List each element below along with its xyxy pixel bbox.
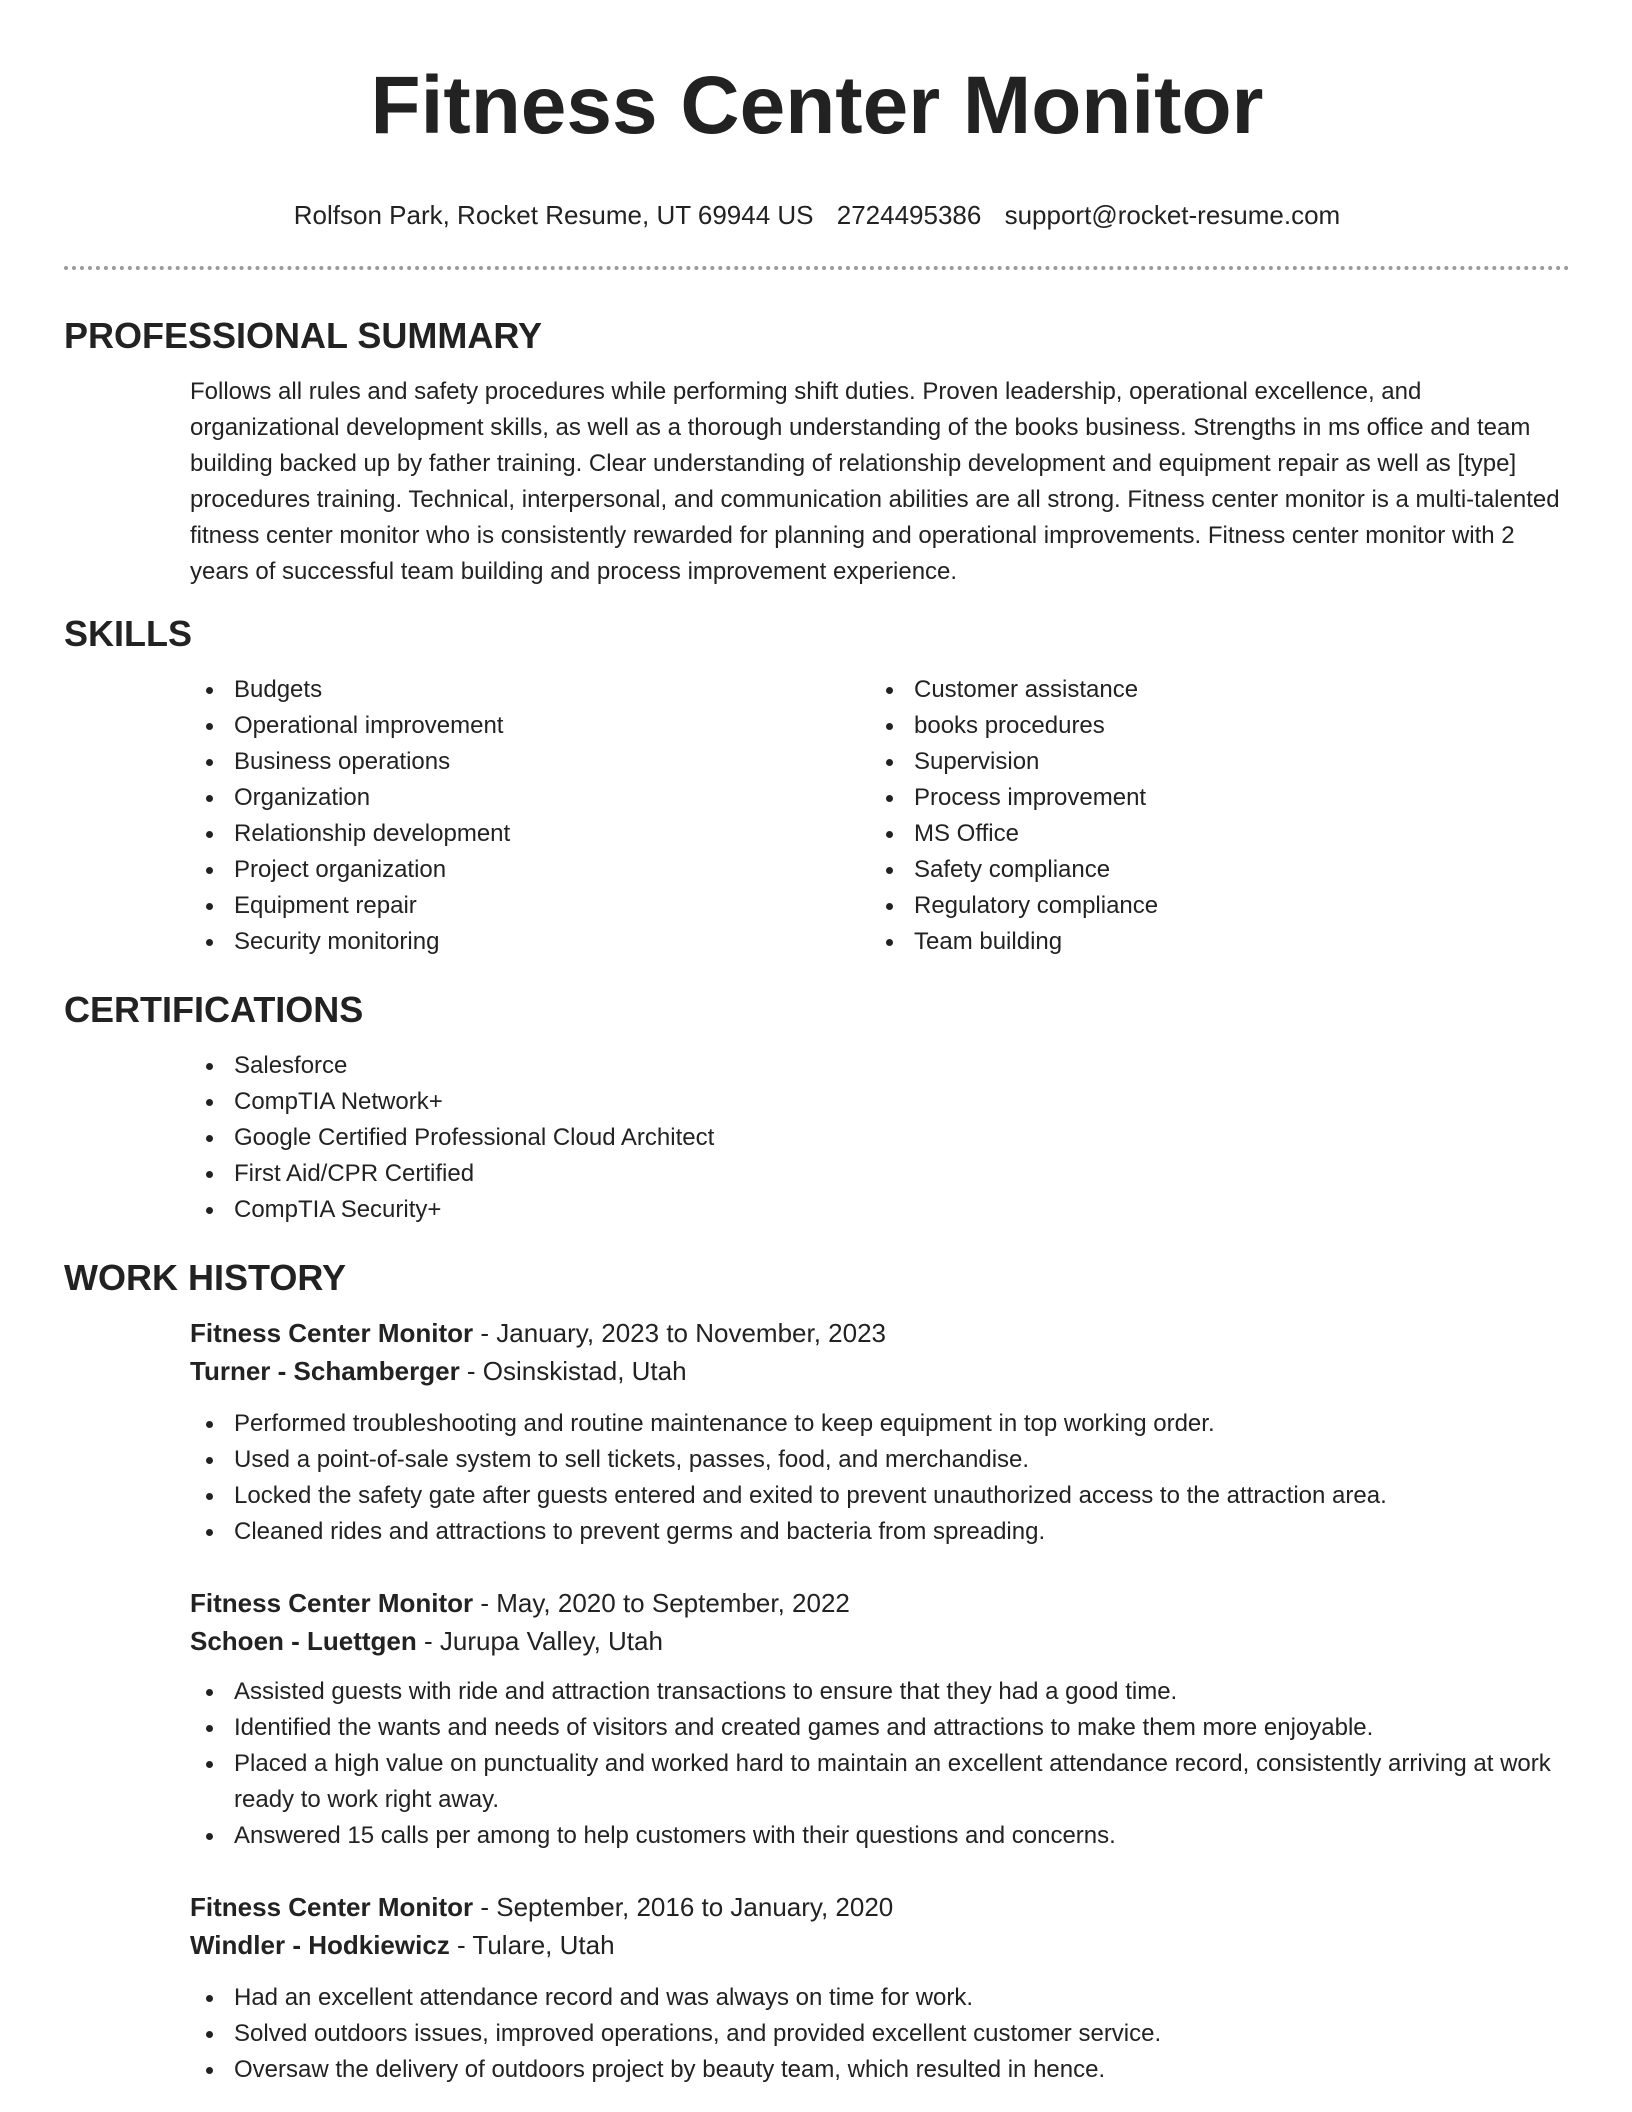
job-duty-item: Placed a high value on punctuality and worked hard to maintain an excellent attendance record, consistently arriving at work ready to work right away. [190,1746,1570,1818]
summary-text: Follows all rules and safety procedures while performing shift duties. Proven leadership, operational excellence, and organizational development skills, as well as a thorough understanding of the books business. Strengths in ms office and team building backed up by father training. Clear understanding of relationship development and equipment repair as well as [type] procedures training. Technical, interpersonal, and communication abilities are all strong. Fitness center monitor is a multi-talented fitness center monitor who is consistently rewarded for planning and operational improvements. Fitness center monitor with 2 years of successful team building and process improvement experience. [190,378,1560,585]
job-duty-item: Had an excellent attendance record and was always on time for work. [190,1980,1570,2016]
job-dates: - May, 2020 to September, 2022 [473,1588,850,1618]
work-history-heading: WORK HISTORY [64,1257,347,1298]
job-company-line [190,1352,1570,1390]
skill-item: Process improvement [870,780,1550,816]
job-duty-item: Identified the wants and needs of visitors and created games and attractions to make them more enjoyable. [190,1710,1570,1746]
certification-item: CompTIA Security+ [190,1192,1570,1228]
job-entry [190,1314,1570,1550]
certification-item: Salesforce [190,1048,1570,1084]
skill-item: Operational improvement [190,708,870,744]
job-duty-item: Performed troubleshooting and routine maintenance to keep equipment in top working order. [190,1406,1570,1442]
skill-item: Relationship development [190,816,870,852]
job-company: Schoen - Luettgen [190,1626,417,1656]
skill-item: Customer assistance [870,672,1550,708]
skill-item: Regulatory compliance [870,888,1550,924]
job-title-line [190,1314,1570,1352]
skill-item: books procedures [870,708,1550,744]
certification-item: CompTIA Network+ [190,1084,1570,1120]
skill-item: Supervision [870,744,1550,780]
job-location: - Tulare, Utah [449,1930,615,1960]
contact-email: support@rocket-resume.com [1004,200,1341,230]
job-role: Fitness Center Monitor [190,1588,474,1618]
contact-line [64,198,1570,232]
certifications-list [190,1048,1570,1228]
job-location: - Jurupa Valley, Utah [416,1626,663,1656]
skills-heading: SKILLS [64,613,193,654]
job-company-line [190,1926,1570,1964]
job-duties [190,1406,1570,1550]
job-dates: - January, 2023 to November, 2023 [473,1318,887,1348]
job-duty-item: Used a point-of-sale system to sell tickets, passes, food, and merchandise. [190,1442,1570,1478]
resume-name: Fitness Center Monitor [370,60,1264,151]
job-company: Windler - Hodkiewicz [190,1930,450,1960]
certification-item: First Aid/CPR Certified [190,1156,1570,1192]
job-duty-item: Cleaned rides and attractions to prevent germs and bacteria from spreading. [190,1514,1570,1550]
job-company: Turner - Schamberger [190,1356,460,1386]
skill-item: Business operations [190,744,870,780]
job-dates: - September, 2016 to January, 2020 [473,1892,894,1922]
job-duty-item: Answered 15 calls per among to help customers with their questions and concerns. [190,1818,1570,1854]
skill-item: Project organization [190,852,870,888]
job-duties [190,1980,1570,2088]
summary-section [64,374,1570,590]
job-duty-item: Solved outdoors issues, improved operations, and provided excellent customer service. [190,2016,1570,2052]
job-role: Fitness Center Monitor [190,1318,474,1348]
header-divider [64,266,1570,270]
job-duty-item: Assisted guests with ride and attraction transactions to ensure that they had a good time. [190,1674,1570,1710]
job-location: - Osinskistad, Utah [459,1356,687,1386]
job-duty-item: Oversaw the delivery of outdoors project by beauty team, which resulted in hence. [190,2052,1570,2088]
skill-item: Organization [190,780,870,816]
job-duty-item: Locked the safety gate after guests entered and exited to prevent unauthorized access to the attraction area. [190,1478,1570,1514]
job-company-line [190,1622,1570,1660]
job-entry [190,1584,1570,1854]
skill-item: Budgets [190,672,870,708]
certifications-section [64,1048,1570,1228]
skill-item: Team building [870,924,1550,960]
skill-item: Safety compliance [870,852,1550,888]
skill-item: MS Office [870,816,1550,852]
job-role: Fitness Center Monitor [190,1892,474,1922]
skill-item: Equipment repair [190,888,870,924]
skills-section [64,672,1570,960]
work-history-section [64,1314,1570,2088]
summary-heading: PROFESSIONAL SUMMARY [64,315,543,356]
skill-item: Security monitoring [190,924,870,960]
skills-list-left [190,672,870,960]
contact-address: Rolfson Park, Rocket Resume, UT 69944 US [293,200,814,230]
skills-list-right [870,672,1550,960]
certifications-heading: CERTIFICATIONS [64,989,364,1030]
resume-page [64,0,1570,2088]
certification-item: Google Certified Professional Cloud Architect [190,1120,1570,1156]
job-duties [190,1674,1570,1854]
job-entry [190,1888,1570,2088]
job-title-line [190,1888,1570,1926]
contact-phone: 2724495386 [836,200,982,230]
job-title-line [190,1584,1570,1622]
